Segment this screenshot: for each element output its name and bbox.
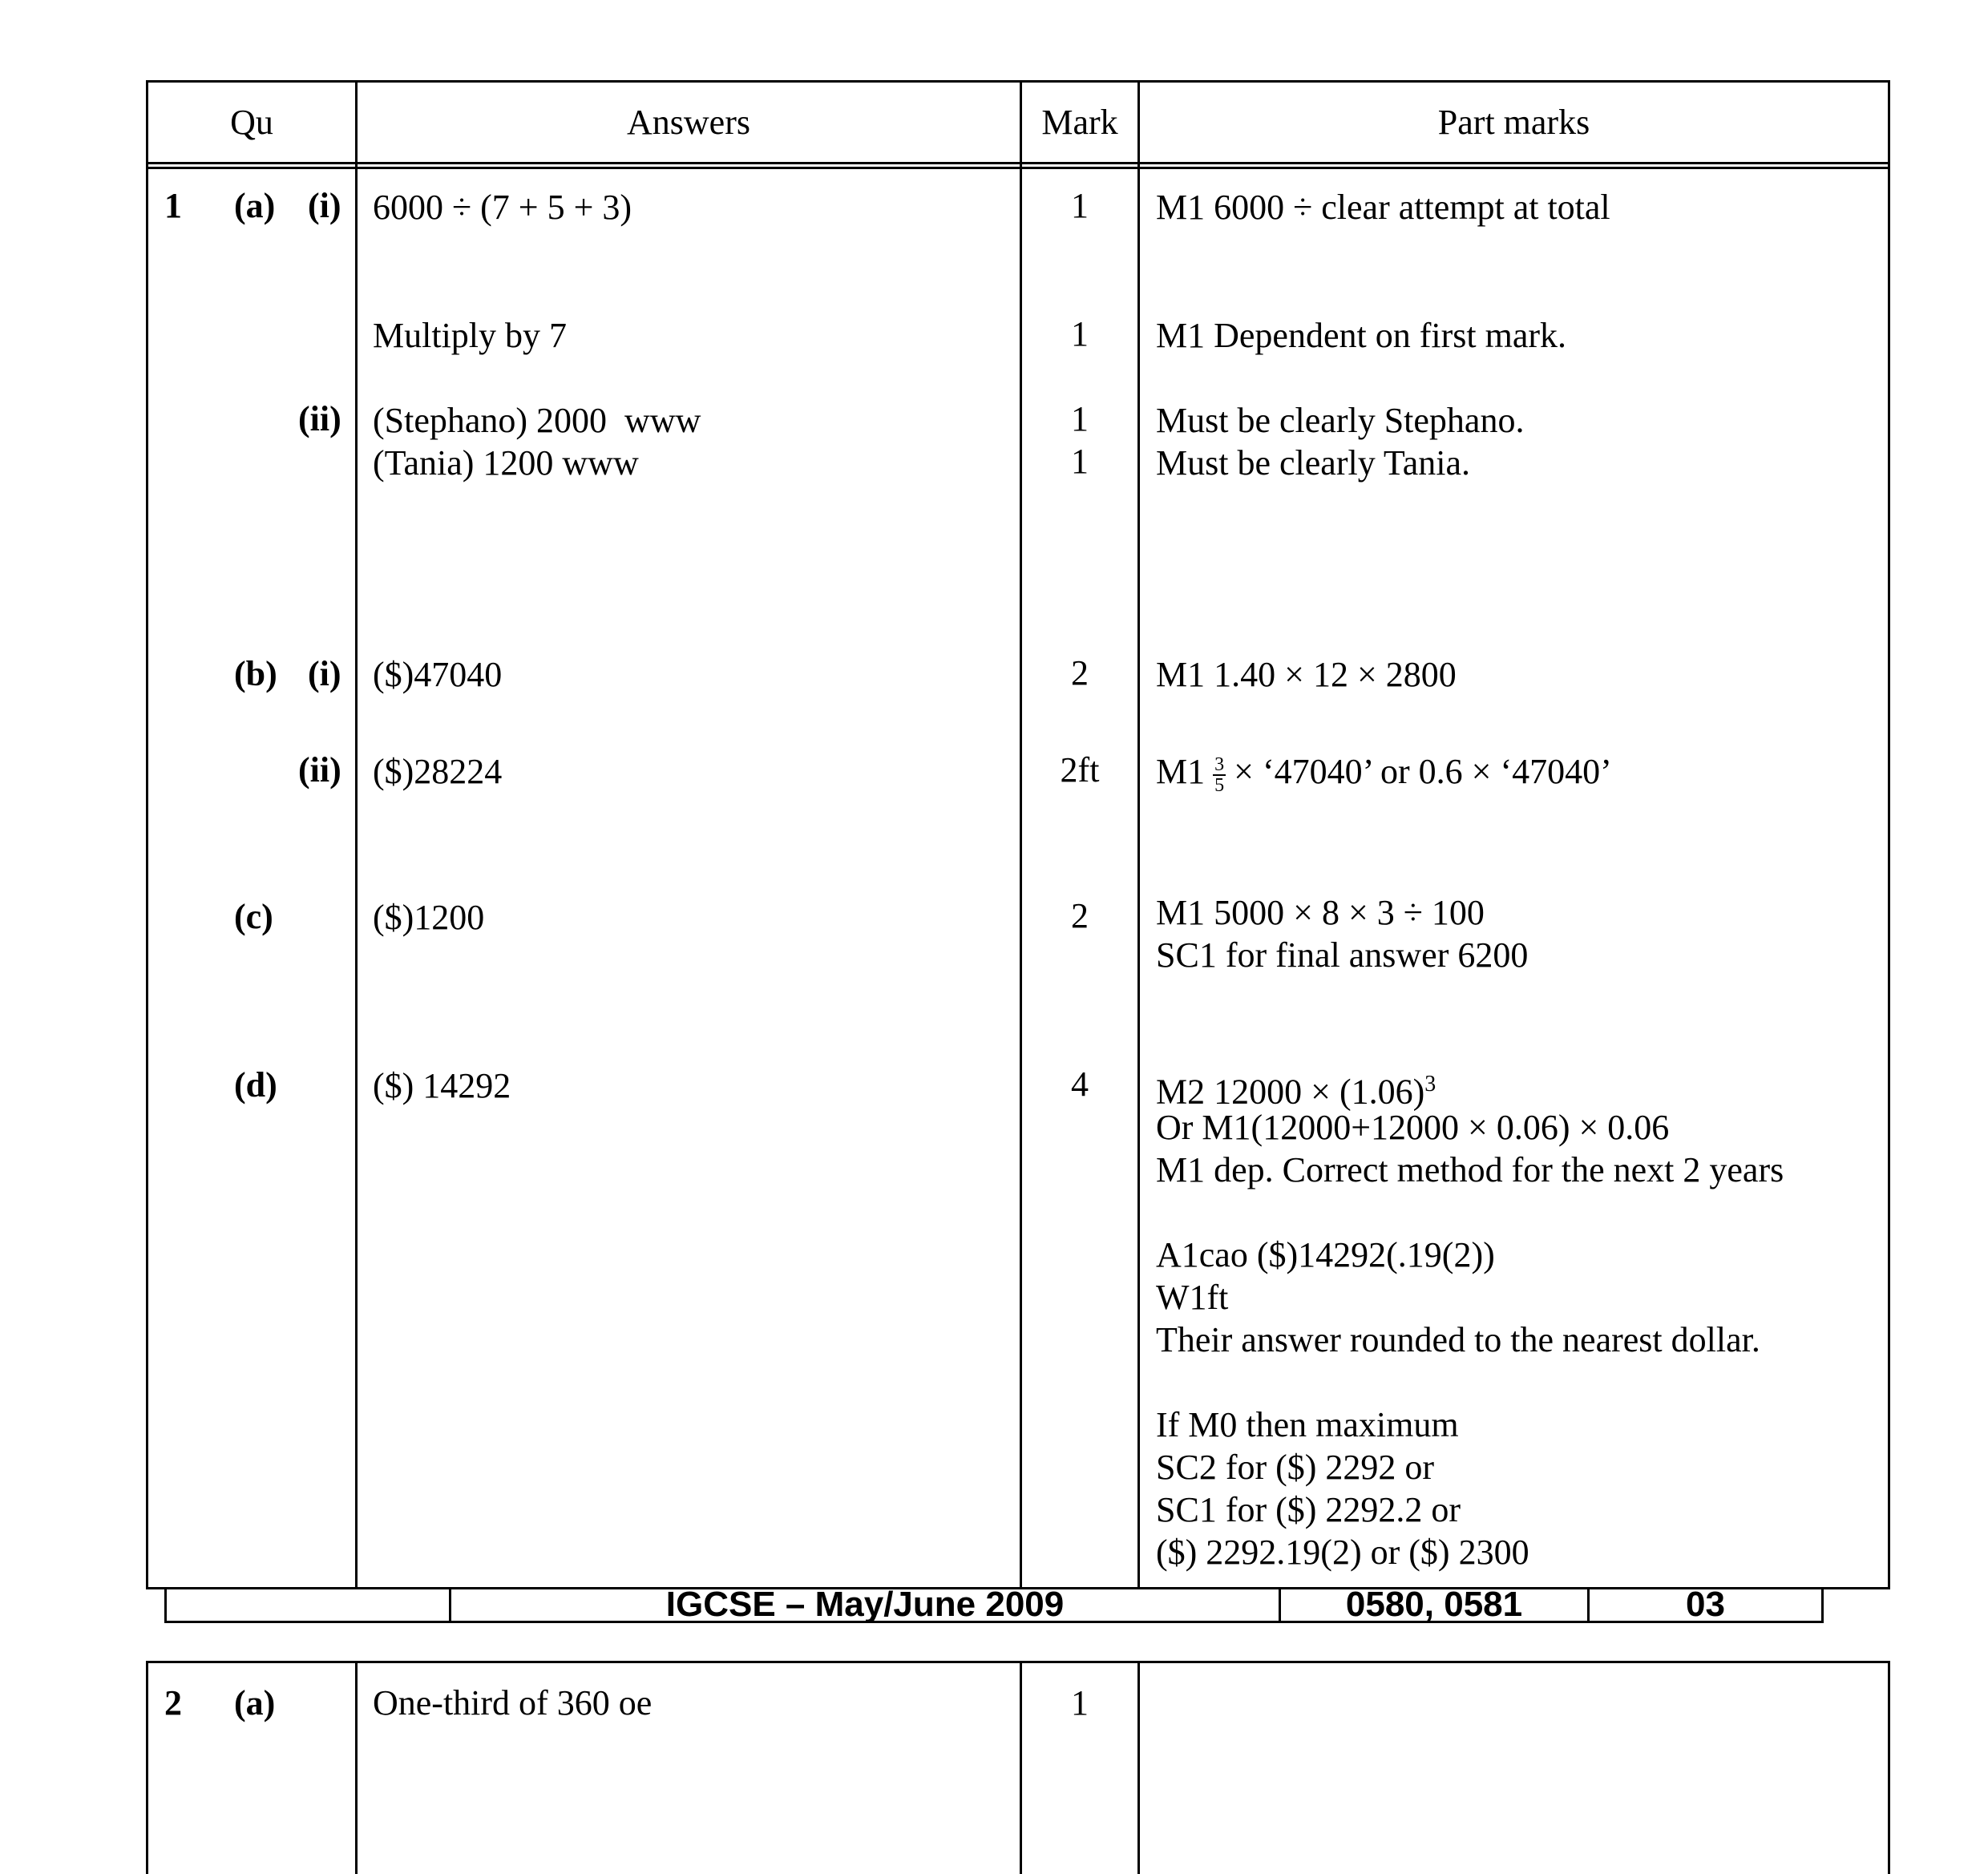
header-part-marks: Part marks	[1437, 103, 1590, 142]
q1-b-i-label: (i)	[308, 654, 341, 693]
q1-c-answer: ($)1200	[373, 898, 485, 937]
q1-d-part-m2-text: M2 12000 × (1.06)	[1156, 1072, 1425, 1112]
q1-d-part-line-8: If M0 then maximum	[1156, 1405, 1459, 1444]
q1-c-mark: 2	[1071, 896, 1089, 935]
q1-c-part-1: M1 5000 × 8 × 3 ÷ 100	[1156, 893, 1485, 932]
fraction-three-fifths	[1213, 755, 1226, 795]
fraction-denominator: 5	[1214, 774, 1225, 796]
q1-d-part-line-6: Their answer rounded to the nearest dollar.	[1156, 1320, 1760, 1359]
q1-d-part-line-4: A1cao ($)14292(.19(2))	[1156, 1235, 1495, 1274]
q1-d-part-line-2: M1 dep. Correct method for the next 2 years	[1156, 1150, 1784, 1189]
header-divider-2	[146, 167, 1890, 169]
q1-d-part-line-5: W1ft	[1156, 1278, 1229, 1317]
q1-part-d-label: (d)	[234, 1065, 277, 1105]
q1-b-i-answer: ($)47040	[373, 655, 503, 694]
table-left-border	[146, 80, 148, 1589]
footer-syllabus: 0580, 0581	[1345, 1585, 1523, 1624]
q1-d-part-m2-exponent: 3	[1424, 1072, 1436, 1097]
col-divider-mark	[1137, 80, 1140, 1589]
q2-a-mark: 1	[1071, 1683, 1089, 1723]
q1-part-c-label: (c)	[234, 897, 273, 936]
header-answers: Answers	[627, 103, 750, 142]
col-divider-qu	[355, 80, 358, 1589]
header-qu: Qu	[230, 103, 273, 142]
q1-a-i-part-1: M1 6000 ÷ clear attempt at total	[1156, 188, 1610, 227]
footer-exam-title: IGCSE – May/June 2009	[665, 1585, 1065, 1624]
q1-a-i-answer-2: Multiply by 7	[373, 316, 568, 355]
q2-table-left-border	[146, 1661, 148, 1874]
q1-d-part-line-11: ($) 2292.19(2) or ($) 2300	[1156, 1533, 1529, 1572]
q1-a-i-mark-1: 1	[1071, 186, 1089, 225]
table-top-border	[146, 80, 1890, 83]
col-divider-answers	[1020, 80, 1022, 1589]
q1-b-ii-mark: 2ft	[1060, 750, 1100, 790]
q1-a-ii-part-2: Must be clearly Tania.	[1156, 443, 1470, 483]
q1-d-answer: ($) 14292	[373, 1066, 511, 1105]
header-divider-1	[146, 162, 1890, 164]
q1-a-ii-part-1: Must be clearly Stephano.	[1156, 401, 1525, 440]
q1-d-mark: 4	[1071, 1064, 1089, 1104]
footer-paper: 03	[1686, 1585, 1725, 1624]
q1-b-ii-part-suffix: × ‘47040’ or 0.6 × ‘47040’	[1234, 752, 1612, 791]
q1-b-i-part: M1 1.40 × 12 × 2800	[1156, 655, 1457, 694]
q1-d-part-line-10: SC1 for ($) 2292.2 or	[1156, 1490, 1461, 1529]
fraction-numerator: 3	[1214, 753, 1225, 775]
q1-b-ii-part-prefix: M1	[1156, 752, 1206, 791]
q2-a-answer: One-third of 360 oe	[373, 1683, 653, 1723]
q1-part-a-label: (a)	[234, 186, 276, 225]
footer-right-border	[1821, 1589, 1824, 1623]
q1-b-i-mark: 2	[1071, 653, 1089, 693]
q2-col-divider-mark	[1137, 1661, 1140, 1874]
q2-table-right-border	[1888, 1661, 1890, 1874]
q1-a-i-mark-2: 1	[1071, 314, 1089, 353]
header-mark: Mark	[1041, 103, 1118, 142]
q1-a-ii-answer-1: (Stephano) 2000 www	[373, 401, 701, 440]
q1-b-ii-label: (ii)	[298, 750, 341, 790]
q1-a-ii-label: (ii)	[298, 399, 341, 438]
q1-a-ii-mark-2: 1	[1071, 442, 1089, 481]
q1-b-ii-answer: ($)28224	[373, 752, 503, 791]
q1-part-b-label: (b)	[234, 654, 277, 693]
q1-a-ii-mark-1: 1	[1071, 399, 1089, 438]
q1-d-part-line-9: SC2 for ($) 2292 or	[1156, 1448, 1435, 1487]
q2-col-divider-qu	[355, 1661, 358, 1874]
table-right-border	[1888, 80, 1890, 1589]
q1-b-ii-part	[1156, 750, 1612, 795]
q1-a-i-label: (i)	[308, 186, 341, 225]
question-number-2: 2	[164, 1683, 182, 1723]
q1-a-ii-answer-2: (Tania) 1200 www	[373, 443, 639, 483]
q1-d-part-line-1: Or M1(12000+12000 × 0.06) × 0.06	[1156, 1108, 1670, 1147]
question-number-1: 1	[164, 186, 182, 225]
q2-table-top-border	[146, 1661, 1890, 1663]
footer-left-border	[164, 1589, 167, 1623]
q1-a-i-answer-1: 6000 ÷ (7 + 5 + 3)	[373, 188, 632, 227]
q1-c-part-2: SC1 for final answer 6200	[1156, 935, 1529, 975]
q2-part-a-label: (a)	[234, 1683, 276, 1723]
q1-a-i-part-2: M1 Dependent on first mark.	[1156, 316, 1566, 355]
